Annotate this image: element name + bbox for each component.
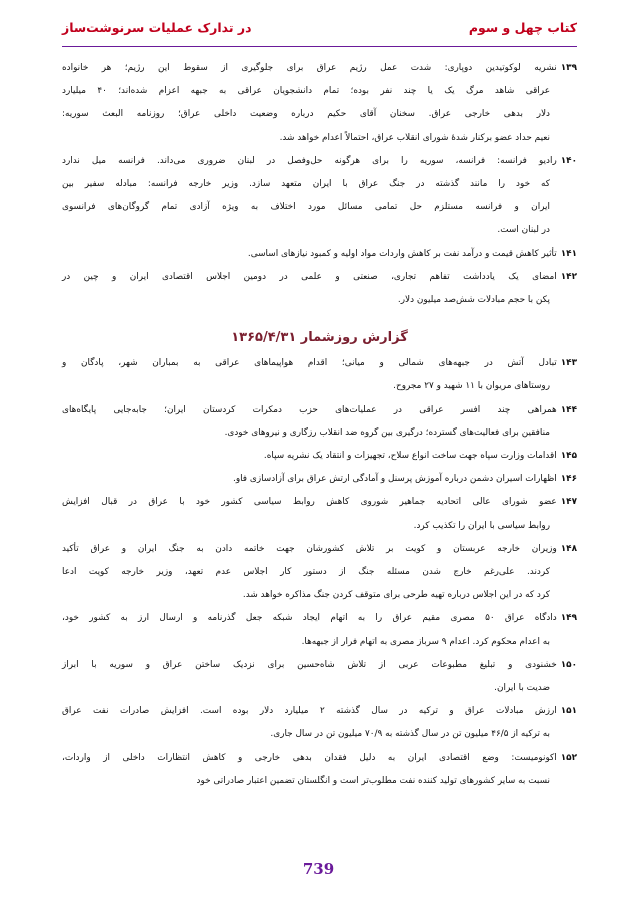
entry-line (62, 747, 577, 770)
entry-text: روابط سیاسی با ایران را تکذیب کرد. (413, 520, 550, 531)
entry (62, 57, 577, 150)
report-heading: گزارش روزشمار ۱۳۶۵/۴/۳۱ (231, 330, 408, 346)
page-number: 739 (302, 860, 335, 878)
entry-text: نعیم حداد عضو برکنار شدهٔ شورای انقلاب عراق، احتمالاً اعدام خواهد شد. (279, 132, 550, 143)
entry-line (62, 196, 577, 219)
entry-text: تأثیر کاهش قیمت و درآمد نفت بر کاهش واردات مواد اولیه و کمبود نیازهای اساسی. (247, 248, 557, 259)
entry-text: ایران و فرانسه مستلزم حل تمامی مسائل مورد اختلاف به ویژه آزادی تمام گروگان‌های فرانسوی (62, 202, 550, 213)
entry-text: کردند. علی‌رغم خارج شدن مسئله جنگ از دستور کار اجلاس عدم تعهد، وزیر خارجه کویت ادعا (62, 567, 550, 578)
entry-text: وزیران خارجه عربستان و کویت بر تلاش کشورشان جهت خاتمه دادن به جنگ ایران و عراق تأکید (62, 543, 557, 554)
entry-line (62, 631, 577, 654)
entry (62, 445, 577, 468)
entry (62, 538, 577, 608)
entry-line (62, 173, 577, 196)
entry-line (62, 375, 577, 398)
entry (62, 700, 577, 746)
entry-text: روستاهای مریوان با ۱۱ شهید و ۲۷ مجروح. (393, 381, 550, 392)
entry-line (62, 723, 577, 746)
page-content (62, 57, 577, 793)
entry-text: رادیو فرانسه: فرانسه، سوریه را برای هرگونه حل‌وفصل در لبنان ضروری می‌داند. فرانسه میل ندارد (62, 155, 557, 166)
entries-top (62, 57, 577, 312)
entry-line (62, 352, 577, 375)
entry-line (62, 770, 577, 793)
entry (62, 468, 577, 491)
entry-text: اظهارات اسیران دشمن درباره آموزش پرسنل و آمادگی ارتش عراق برای آزادسازی فاو. (233, 474, 557, 485)
header-rule (62, 46, 577, 47)
entry-text: اقدامات وزارت سپاه جهت ساخت انواع سلاح، تجهیزات و انتقاد یک نشریه سپاه. (263, 451, 557, 462)
entry (62, 243, 577, 266)
entry-line (62, 80, 577, 103)
page-header (62, 18, 577, 40)
entry (62, 747, 577, 793)
entry-line (62, 538, 577, 561)
entry-line (62, 561, 577, 584)
entry-text: همراهی چند افسر عراقی در عملیات‌های حزب دمکرات کردستان ایران؛ جابه‌جایی پایگاه‌های (62, 404, 557, 415)
entry-line (62, 654, 577, 677)
entry-line (62, 515, 577, 538)
entry-line (62, 266, 577, 289)
entry-text: دادگاه عراق ۵۰ مصری مقیم عراق را به اتهام ایجاد شبکه جعل گذرنامه و ارسال ارز به کشور خود، (62, 613, 557, 624)
entry-line (62, 700, 577, 723)
entry-number: ۱۳۹ (560, 63, 577, 73)
entry-number: ۱۴۱ (560, 248, 577, 259)
entry-text: عراقی شاهد مرگ یک یا چند نفر بوده؛ تمام دانشجویان عراقی به جبهه اعزام شده‌اند؛ ۴۰ میلیارد (62, 86, 550, 97)
entry (62, 352, 577, 398)
entry-text: عضو شورای عالی اتحادیه جماهیر شوروی کاهش روابط سیاسی کشور خود با عراق در قبال افزایش (62, 497, 557, 508)
entry-number: ۱۴۰ (560, 155, 577, 166)
entry-number: ۱۴۲ (560, 271, 577, 282)
entries-bottom (62, 352, 577, 793)
entry-text: منافقین برای فعالیت‌های گسترده؛ درگیری بین گروه ضد انقلاب رزگاری و نیروهای خودی. (224, 427, 550, 438)
entry-text: دلار بدهی خارجی عراق. سخنان آقای حکیم درباره وضعیت داخلی عراق؛ روزنامه البعث سوریه: (62, 109, 550, 120)
entry (62, 266, 577, 312)
entry (62, 399, 577, 445)
section-title: در تدارک عملیات سرنوشت‌ساز (62, 20, 252, 35)
entry-line (62, 399, 577, 422)
entry-line (62, 57, 577, 80)
entry-text: نسبت به سایر کشورهای تولید کننده نفت مطلوب‌تر است و انگلستان تضمین اعتبار صادراتی خود (196, 775, 550, 786)
entry-number: ۱۴۵ (560, 451, 577, 462)
entry-line (62, 607, 577, 630)
entry-text: تبادل آتش در جبهه‌های شمالی و میانی؛ اقدام هواپیماهای عراقی به بمباران شهر، پادگان و (62, 358, 557, 369)
entry-text: ضدیت با ایران. (494, 683, 550, 694)
entry-text: که خود را مانند گذشته در جنگ عراق با ایران متعهد سازد. وزیر خارجه فرانسه: مبادله سفیر بین (62, 179, 550, 190)
entry-number: ۱۵۱ (560, 706, 578, 717)
entry-text: به ترکیه از ۴۶/۵ میلیون تن در سال گذشته به ۷۰/۹ میلیون تن در سال جاری. (270, 729, 550, 740)
entry-text: کرد که در این اجلاس درباره تهیه طرحی برای متوقف کردن جنگ مذاکره خواهد شد. (242, 590, 550, 601)
entry-text: به اعدام محکوم کرد. اعدام ۹ سرباز مصری به اتهام فرار از جبهه‌ها. (301, 636, 550, 647)
entry-line (62, 150, 577, 173)
entry-text: پکن با حجم مبادلات شش‌صد میلیون دلار. (397, 295, 550, 306)
entry-number: ۱۴۹ (560, 613, 577, 624)
entry-text: خشنودی و تبلیغ مطبوعات عربی از تلاش شاه‌حسین برای نزدیک ساختن عراق و سوریه با ابراز (62, 659, 557, 670)
entry (62, 654, 577, 700)
entry-line (62, 491, 577, 514)
entry-number: ۱۵۰ (560, 659, 577, 670)
entry-line (62, 289, 577, 312)
entry-line (62, 219, 577, 242)
entry-text: ارزش مبادلات عراق و ترکیه در سال گذشته ۲ میلیارد دلار بوده است. افزایش صادرات نفت عراق (62, 706, 557, 717)
entry-text: در لبنان است. (497, 225, 550, 236)
entry-number: ۱۴۳ (560, 358, 577, 369)
entry-line (62, 243, 577, 266)
entry-text: اکونومیست: وضع اقتصادی ایران به دلیل فقدان بدهی خارجی و کاهش انتظارات داخلی از واردات، (62, 752, 557, 763)
entry-line (62, 468, 577, 491)
entry-line (62, 422, 577, 445)
book-title: کتاب چهل و سوم (468, 20, 577, 35)
entry-text: امضای یک یادداشت تفاهم تجاری، صنعتی و علمی در دومین اجلاس اقتصادی ایران و چین در (62, 271, 557, 282)
entry-line (62, 677, 577, 700)
entry-number: ۱۵۲ (560, 752, 577, 763)
entry (62, 491, 577, 537)
entry-line (62, 445, 577, 468)
entry-line (62, 103, 577, 126)
entry (62, 607, 577, 653)
entry-text: نشریه لوکوتیدین دوپاری: شدت عمل رژیم عراق برای جلوگیری از سقوط این رژیم؛ هر خانواده (62, 63, 557, 73)
entry-line (62, 584, 577, 607)
entry-number: ۱۴۴ (560, 404, 577, 415)
entry (62, 150, 577, 243)
entry-line (62, 127, 577, 150)
entry-number: ۱۴۶ (560, 474, 577, 485)
entry-number: ۱۴۸ (560, 543, 577, 554)
entry-number: ۱۴۷ (560, 497, 577, 508)
